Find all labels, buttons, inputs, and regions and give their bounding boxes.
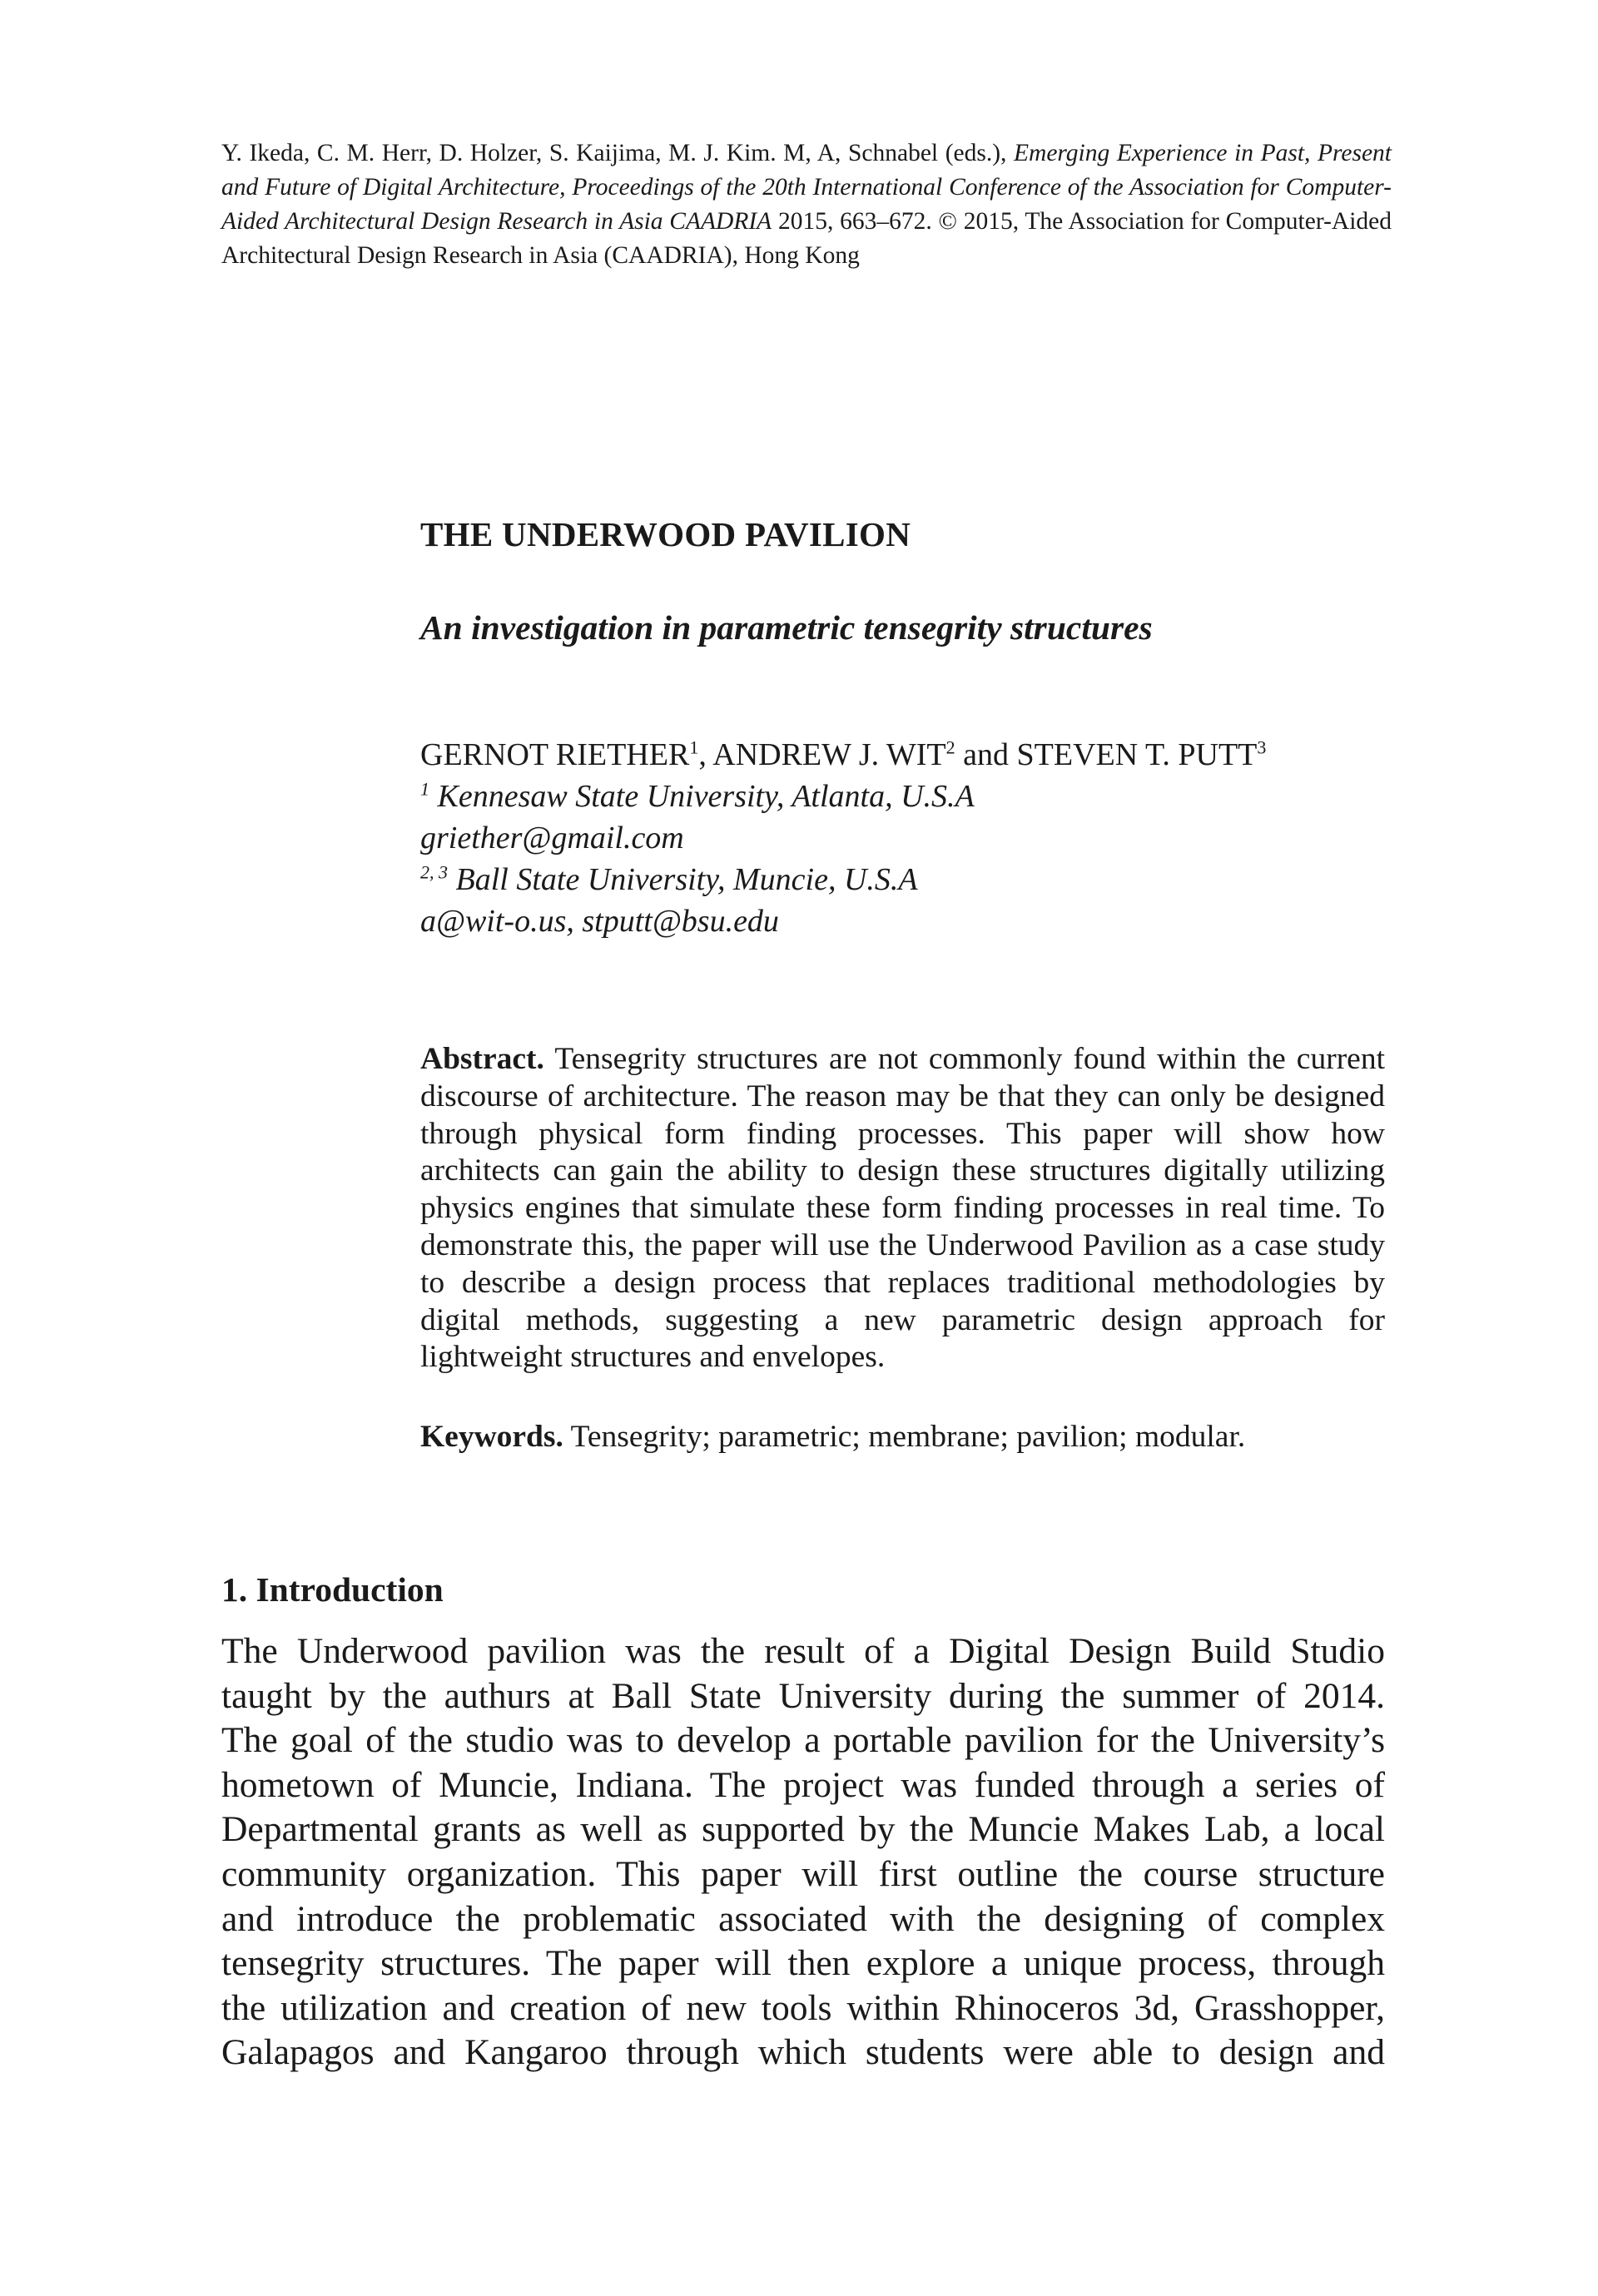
email-2: a@wit-o.us, stputt@bsu.edu <box>420 904 779 939</box>
body-line: community organization. This paper will first outline the course structure <box>221 1853 1385 1894</box>
keywords-text: Tensegrity; parametric; membrane; pavilion; modular. <box>563 1420 1246 1454</box>
keywords-label: Keywords. <box>420 1420 563 1454</box>
body-line: hometown of Muncie, Indiana. The project was funded through a series of <box>221 1764 1385 1805</box>
body-line: Galapagos and Kangaroo through which students were able to design and <box>221 2032 1385 2073</box>
author-sep-2: and <box>955 737 1017 772</box>
affiliation-2-sup: 2, 3 <box>420 861 448 883</box>
affiliation-1 <box>420 776 1266 817</box>
citation-header <box>221 136 1392 273</box>
section-heading: 1. Introduction <box>221 1570 444 1609</box>
author-2: ANDREW J. WIT <box>712 737 946 772</box>
section-body <box>221 1629 1385 2075</box>
citation-pages: 2015, 663–672. © 2015, The Association for Computer-Aided Architectural Design Research in Asia (CAADRIA), Hong Kong <box>221 208 1392 269</box>
abstract-label: Abstract. <box>420 1042 544 1076</box>
author-1: GERNOT RIETHER <box>420 737 690 772</box>
keywords <box>420 1419 1385 1455</box>
body-line: the utilization and creation of new tools within Rhinoceros 3d, Grasshopper, <box>221 1987 1385 2028</box>
body-line: The Underwood pavilion was the result of a Digital Design Build Studio <box>221 1631 1385 1671</box>
body-line: tensegrity structures. The paper will then explore a unique process, through <box>221 1943 1385 1984</box>
citation-editors: Y. Ikeda, C. M. Herr, D. Holzer, S. Kaijima, M. J. Kim. M, A, Schnabel (eds.), <box>221 140 1014 166</box>
author-2-sup: 2 <box>945 736 955 758</box>
paper-title: THE UNDERWOOD PAVILION <box>420 515 911 553</box>
citation-proceedings: Emerging Experience in Past, Present and Future of Digital Architecture, Proceedings of the 20th International Conference of the Association for Computer-Aided Architectural Design Research in Asia CAADRIA <box>221 140 1392 235</box>
author-block <box>420 734 1266 942</box>
body-line: and introduce the problematic associated with the designing of complex <box>221 1898 1385 1939</box>
email-1: griether@gmail.com <box>420 821 684 855</box>
author-1-sup: 1 <box>689 736 699 758</box>
affiliation-2-text: Ball State University, Muncie, U.S.A <box>448 862 918 897</box>
body-line: The goal of the studio was to develop a portable pavilion for the University’s <box>221 1720 1385 1761</box>
author-names <box>420 734 1266 776</box>
paper-subtitle: An investigation in parametric tensegrity structures <box>420 608 1153 647</box>
body-line: taught by the authurs at Ball State University during the summer of 2014. <box>221 1675 1385 1716</box>
affiliation-2 <box>420 859 1266 900</box>
author-3-sup: 3 <box>1257 736 1267 758</box>
author-sep-1: , <box>698 737 713 772</box>
affiliation-1-text: Kennesaw State University, Atlanta, U.S.A <box>429 779 975 814</box>
author-3: STEVEN T. PUTT <box>1016 737 1258 772</box>
body-line: Departmental grants as well as supported by the Muncie Makes Lab, a local <box>221 1809 1385 1850</box>
abstract <box>420 1041 1385 1376</box>
affiliation-1-sup: 1 <box>420 778 429 800</box>
abstract-text: Tensegrity structures are not commonly found within the current discourse of architecture. The reason may be that they can only be designed through physical form finding processes. This paper will show how architects can gain the ability to design these structures digitally utilizing physics engines that simulate these form finding processes in real time. To demonstrate this, the paper will use the Underwood Pavilion as a case study to describe a design process that replaces traditional methodologies by digital methods, suggesting a new parametric design approach for lightweight structures and envelopes. <box>420 1042 1385 1375</box>
